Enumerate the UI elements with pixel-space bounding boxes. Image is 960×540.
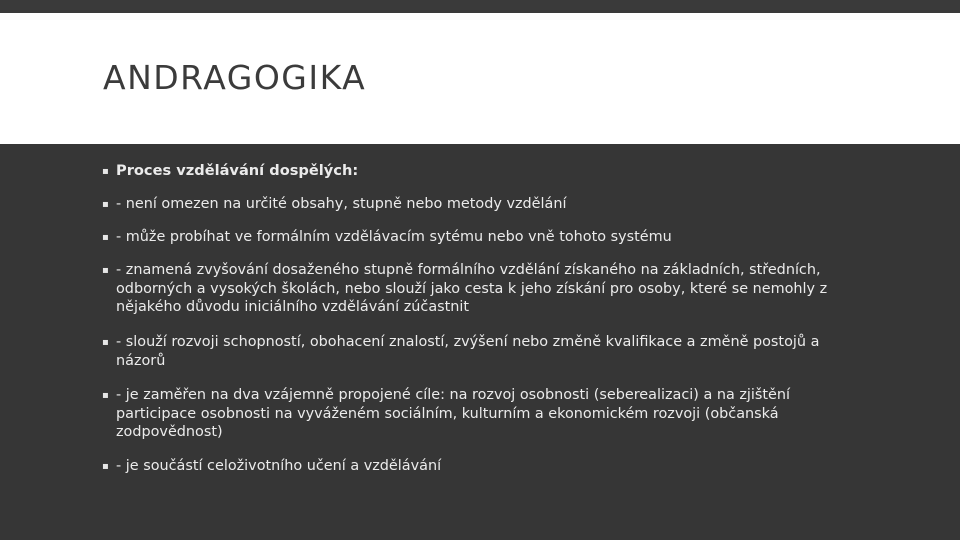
bullet-icon: ▪	[102, 337, 109, 348]
bullet-icon: ▪	[102, 166, 109, 177]
bullet-icon: ▪	[102, 232, 109, 243]
bullet-icon: ▪	[102, 199, 109, 210]
top-strip	[0, 0, 960, 13]
bullet-icon: ▪	[102, 390, 109, 401]
bullet-icon: ▪	[102, 461, 109, 472]
bullet-text: - je součástí celoživotního učení a vzdělávání	[116, 458, 442, 474]
bullet-text: - je zaměřen na dva vzájemně propojené cíle: na rozvoj osobnosti (seberealizaci) a na zjištění participace osobnosti na vyváženém sociálním, kulturním a ekonomickém rozvoji (občanská zodpovědnost)	[116, 387, 791, 440]
slide-title: ANDRAGOGIKA	[103, 58, 367, 97]
bullet-text: - znamená zvyšování dosaženého stupně formálního vzdělání získaného na základních, středních, odborných a vysokých školách, nebo slouží jako cesta k jeho získání pro osoby, které se nemohly z nějakého důvodu iniciálního vzdělávání zúčastnit	[116, 262, 828, 315]
content-area	[0, 144, 960, 540]
title-band	[0, 13, 960, 144]
bullet-text: - slouží rozvoji schopností, obohacení znalostí, zvýšení nebo změně kvalifikace a změně postojů a názorů	[116, 334, 820, 369]
bullet-text: - může probíhat ve formálním vzdělávacím sytému nebo vně tohoto systému	[116, 229, 672, 245]
bullet-text: - není omezen na určité obsahy, stupně nebo metody vzdělání	[116, 196, 567, 212]
bullet-heading: Proces vzdělávání dospělých:	[116, 162, 359, 179]
bullet-icon: ▪	[102, 265, 109, 276]
